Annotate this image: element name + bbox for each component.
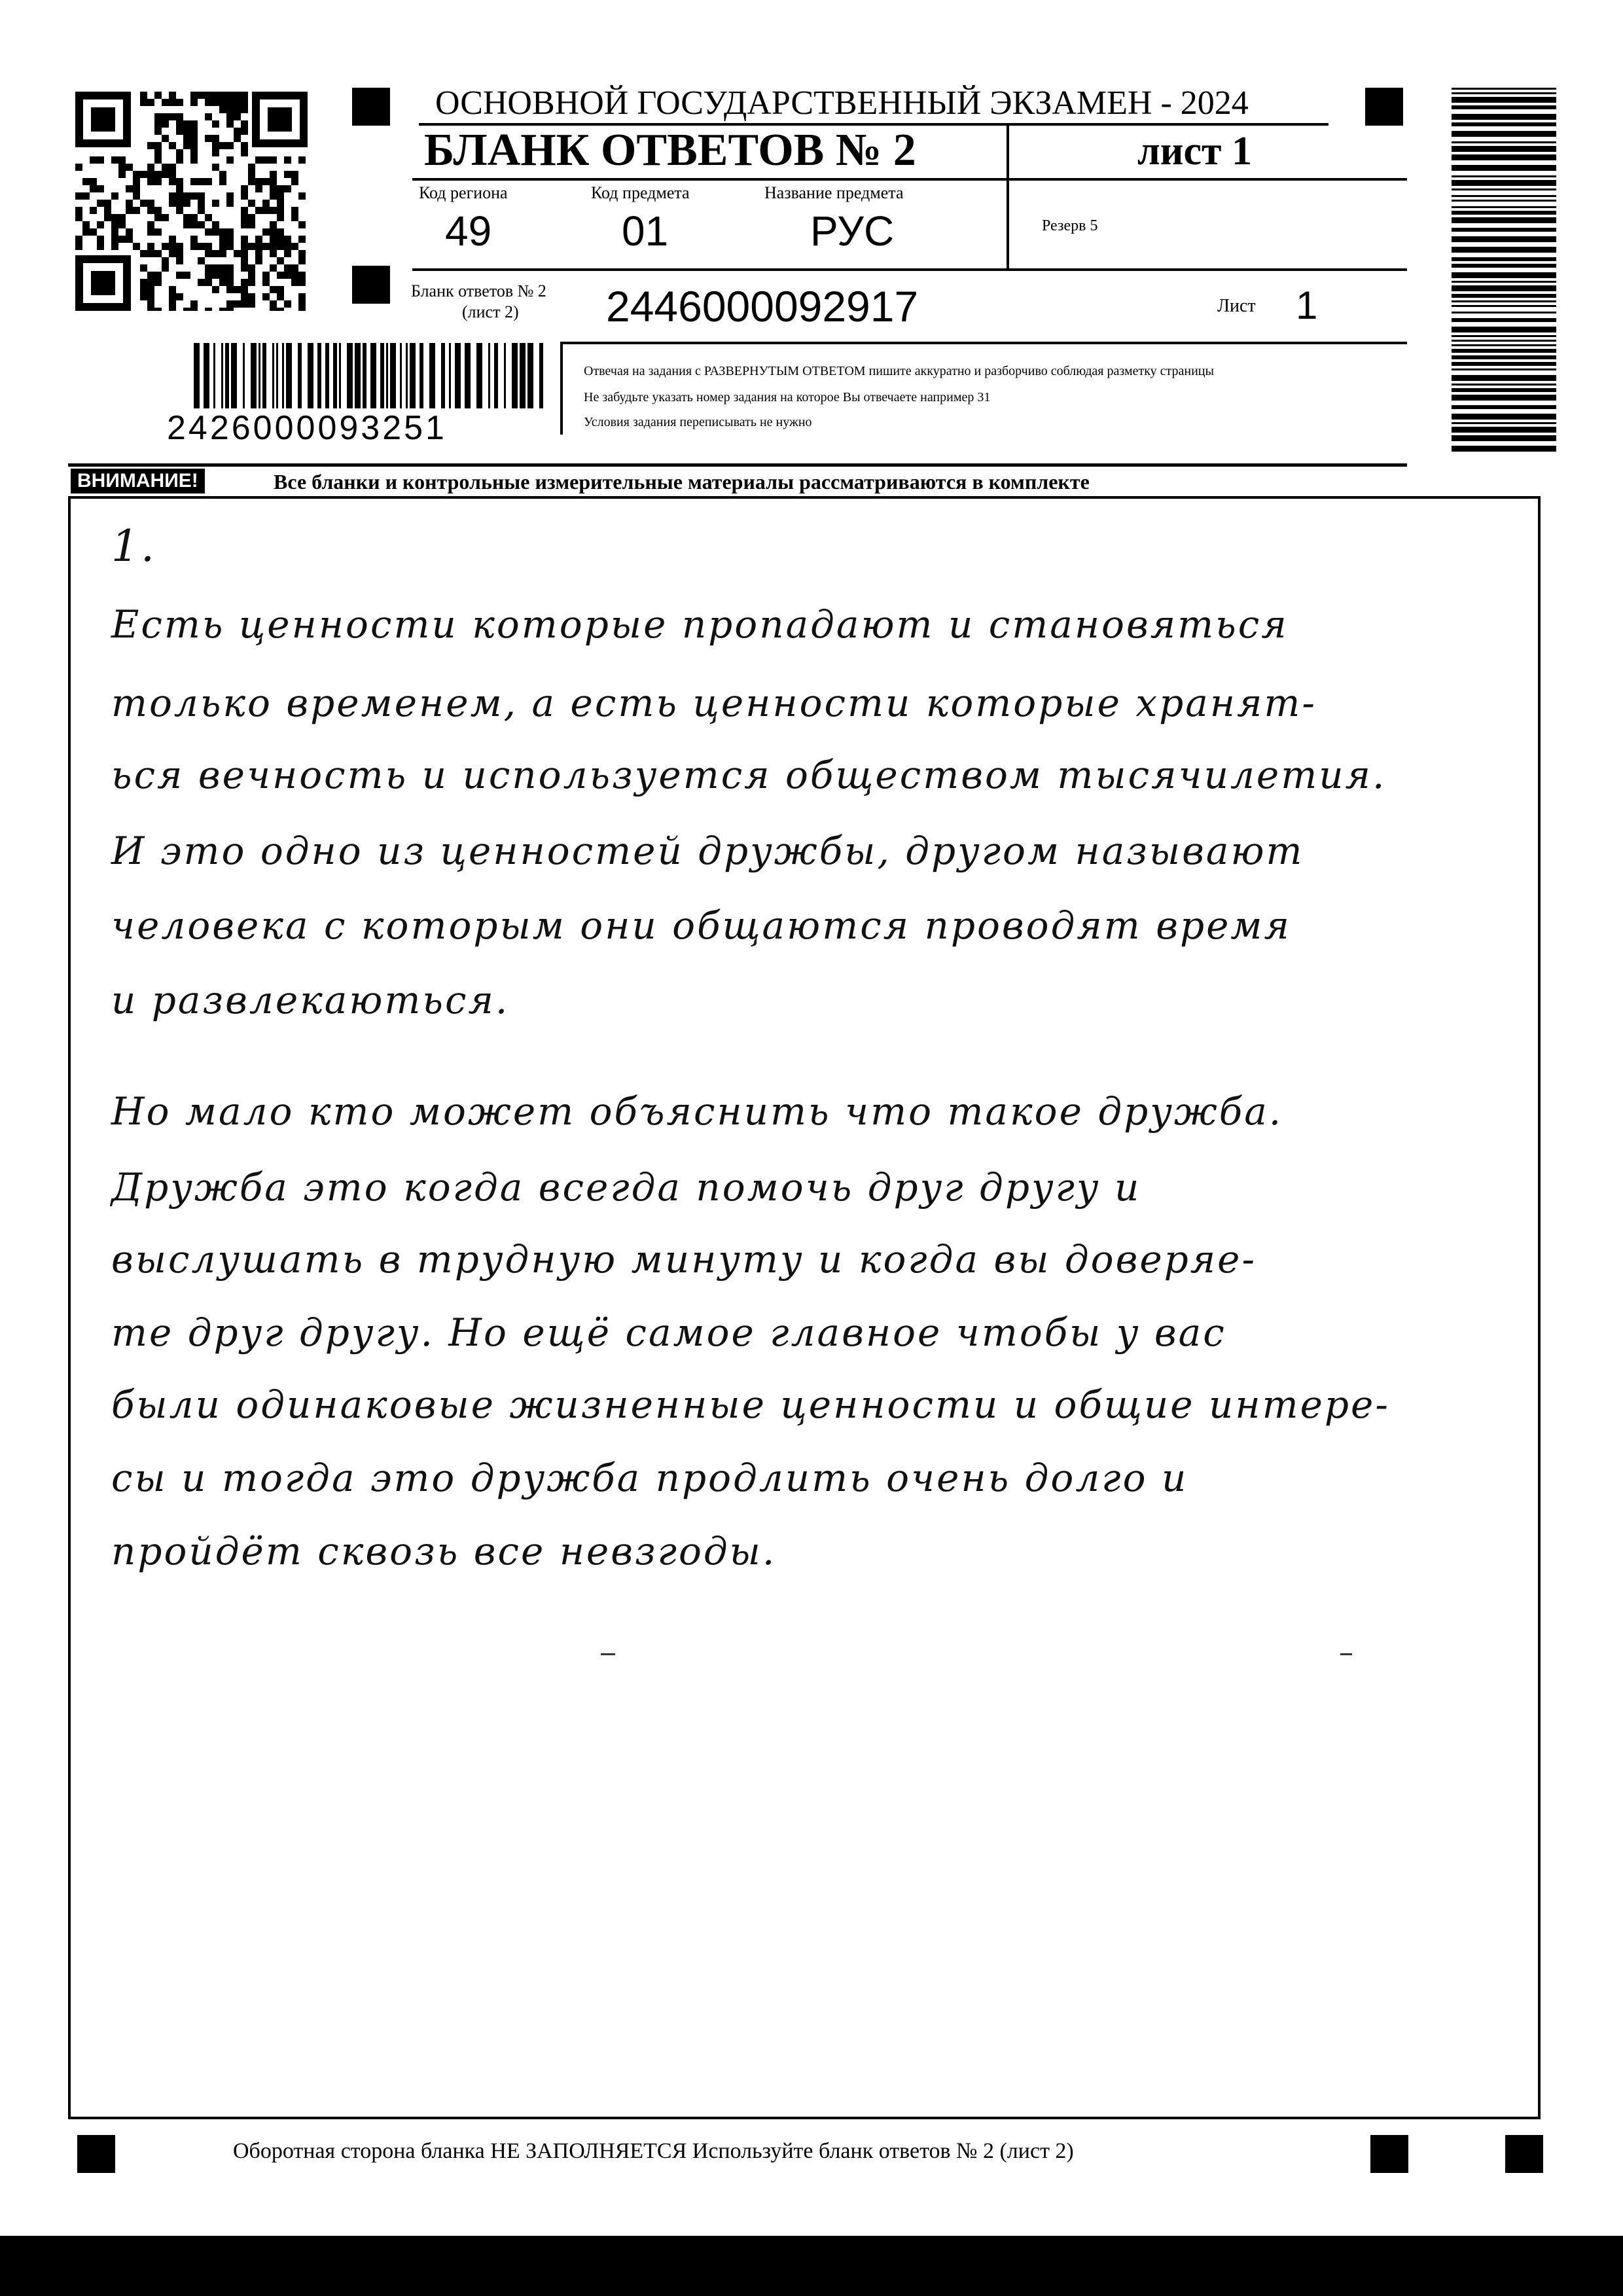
answer-line: пройдёт сквозь все невзгоды. bbox=[111, 1529, 777, 1573]
alignment-marker bbox=[77, 2135, 115, 2173]
answer-line: Дружба это когда всегда помочь друг другу и bbox=[111, 1165, 1141, 1210]
subject-name: РУС bbox=[810, 207, 895, 255]
form-ref-sheet: (лист 2) bbox=[462, 302, 519, 321]
dash-mark bbox=[1340, 1653, 1352, 1655]
vertical-barcode bbox=[1452, 88, 1556, 454]
instruction-line: Отвечая на задания с РАЗВЕРНУТЫМ ОТВЕТОМ пишите аккуратно и разборчиво соблюдая разметку страницы bbox=[584, 364, 1214, 378]
form-ref-label: Бланк ответов № 2 bbox=[411, 281, 546, 300]
barcode bbox=[194, 343, 547, 412]
answer-line: и развлекаються. bbox=[111, 978, 510, 1022]
alignment-marker bbox=[1370, 2135, 1408, 2173]
list-number: 1 bbox=[1296, 283, 1318, 327]
sheet-label: лист 1 bbox=[1137, 129, 1252, 173]
qr-code bbox=[75, 92, 308, 311]
alignment-marker bbox=[1505, 2135, 1543, 2173]
answer-line: человека с которым они общаются проводят время bbox=[111, 903, 1291, 948]
warning-badge: ВНИМАНИЕ! bbox=[71, 469, 205, 493]
answer-line: Но мало кто может объяснить что такое дружба. bbox=[111, 1089, 1283, 1134]
form-title: БЛАНК ОТВЕТОВ № 2 bbox=[424, 125, 916, 175]
answer-line: те друг другу. Но ещё самое главное чтобы у вас bbox=[111, 1310, 1226, 1355]
subject-name-label: Название предмета bbox=[764, 183, 904, 202]
answer-line: Есть ценности которые пропадают и становяться bbox=[111, 602, 1289, 647]
alignment-marker bbox=[352, 88, 390, 126]
subject-code: 01 bbox=[622, 207, 669, 255]
answer-line: выслушать в трудную минуту и когда вы доверяе- bbox=[111, 1237, 1257, 1282]
instruction-line: Условия задания переписывать не нужно bbox=[584, 415, 812, 429]
instruction-line: Не забудьте указать номер задания на которое Вы отвечаете например 31 bbox=[584, 390, 991, 404]
region-code-label: Код региона bbox=[419, 183, 508, 202]
answer-line: сы и тогда это дружба продлить очень долго и bbox=[111, 1456, 1188, 1500]
answer-line: были одинаковые жизненные ценности и общие интере- bbox=[111, 1382, 1390, 1427]
exam-title: ОСНОВНОЙ ГОСУДАРСТВЕННЫЙ ЭКЗАМЕН - 2024 bbox=[435, 84, 1249, 122]
reserve-label: Резерв 5 bbox=[1042, 217, 1098, 234]
subject-code-label: Код предмета bbox=[591, 183, 690, 202]
answer-area bbox=[68, 496, 1541, 2119]
footer-note: Оборотная сторона бланка НЕ ЗАПОЛНЯЕТСЯ Используйте бланк ответов № 2 (лист 2) bbox=[233, 2139, 1074, 2163]
alignment-marker bbox=[352, 266, 390, 304]
answer-line: И это одно из ценностей дружбы, другом называют bbox=[111, 829, 1304, 873]
barcode-number: 2426000093251 bbox=[167, 409, 447, 447]
answer-line: ься вечность и используется обществом тысячилетия. bbox=[111, 753, 1387, 797]
dash-mark bbox=[601, 1653, 615, 1655]
alignment-marker bbox=[1365, 88, 1403, 126]
form-number: 2446000092917 bbox=[606, 282, 919, 331]
list-label: Лист bbox=[1217, 296, 1256, 316]
scan-border bbox=[0, 2236, 1623, 2296]
region-code: 49 bbox=[445, 207, 492, 255]
task-number: 1. bbox=[111, 521, 156, 571]
answer-line: только временем, а есть ценности которые хранят- bbox=[111, 681, 1317, 725]
warning-text: Все бланки и контрольные измерительные материалы рассматриваются в комплекте bbox=[274, 470, 1090, 493]
